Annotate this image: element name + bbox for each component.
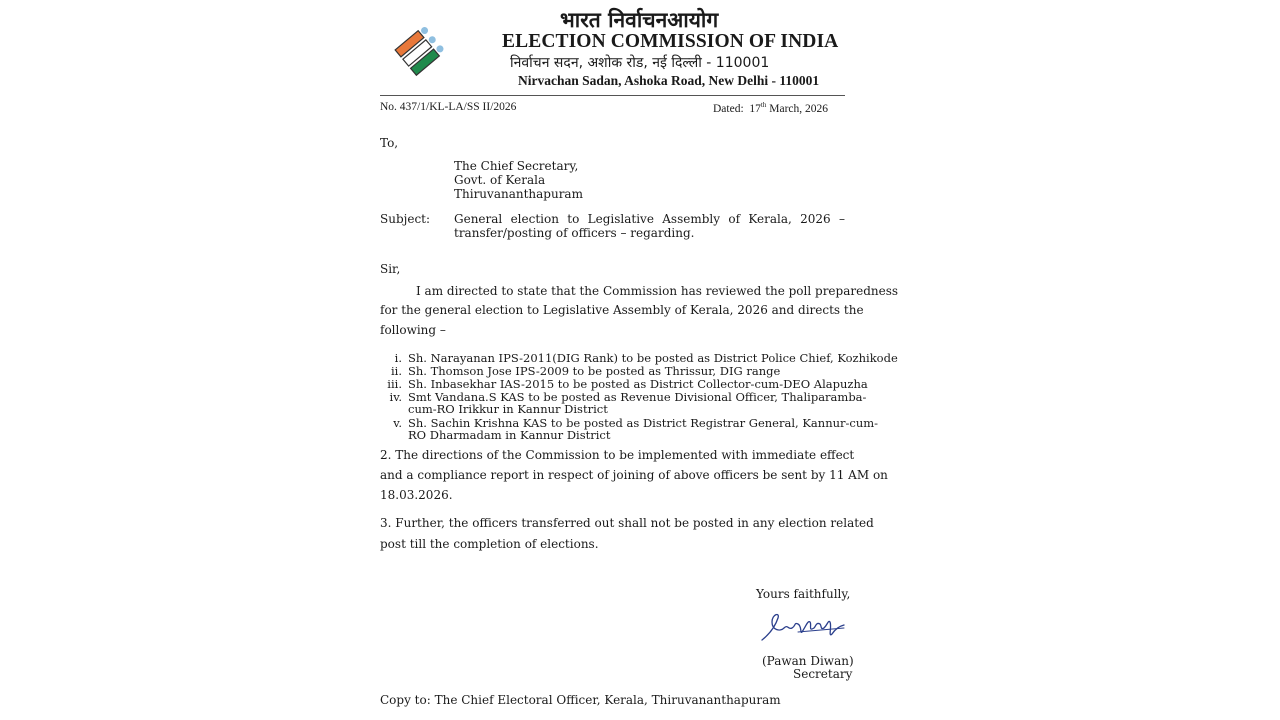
- letterhead-title-hindi: भारत निर्वाचनआयोग: [560, 8, 719, 32]
- recipient-line: Govt. of Kerala: [454, 173, 546, 187]
- list-item: Sh. Sachin Krishna KAS to be posted as District Registrar General, Kannur-cum-: [408, 416, 879, 430]
- list-number: i.: [394, 351, 402, 365]
- list-number: iv.: [389, 390, 402, 404]
- dated-day: 17: [749, 102, 761, 115]
- recipient-line: Thiruvananthapuram: [454, 187, 583, 201]
- signature-icon: [758, 608, 848, 644]
- letterhead-title-english: ELECTION COMMISSION OF INDIA: [502, 31, 839, 52]
- list-number: iii.: [387, 377, 402, 391]
- dated-label: Dated:: [713, 102, 744, 115]
- letterhead-divider: [380, 95, 845, 96]
- letterhead-address-hindi: निर्वाचन सदन, अशोक रोड, नई दिल्ली - 110001: [510, 55, 770, 71]
- list-item: Sh. Inbasekhar IAS-2015 to be posted as District Collector-cum-DEO Alapuzha: [408, 377, 868, 391]
- list-item-continued: cum-RO Irikkur in Kannur District: [408, 402, 608, 416]
- signatory-designation: Secretary: [793, 667, 853, 681]
- list-number: v.: [393, 416, 402, 430]
- list-number: ii.: [390, 364, 402, 378]
- subject-line: General election to Legislative Assembly of Kerala, 2026 –: [454, 212, 845, 226]
- paragraph-1-line: for the general election to Legislative Assembly of Kerala, 2026 and directs the: [380, 303, 864, 317]
- paragraph-1-line: I am directed to state that the Commission has reviewed the poll preparedness: [416, 284, 899, 298]
- recipient-line: The Chief Secretary,: [454, 159, 579, 173]
- paragraph-3-line: post till the completion of elections.: [380, 537, 599, 551]
- paragraph-1-line: following –: [380, 323, 446, 337]
- paragraph-2-line: 18.03.2026.: [380, 488, 453, 502]
- letterhead-address-english: Nirvachan Sadan, Ashoka Road, New Delhi - 110001: [518, 73, 820, 88]
- reference-number: No. 437/1/KL-LA/SS II/2026: [380, 101, 517, 113]
- paragraph-2-line: and a compliance report in respect of joining of above officers be sent by 11 AM on: [380, 468, 888, 482]
- letter-date: [713, 101, 828, 115]
- paragraph-2-line: 2. The directions of the Commission to be implemented with immediate effect: [380, 448, 855, 462]
- list-item: Sh. Thomson Jose IPS-2009 to be posted as Thrissur, DIG range: [408, 364, 781, 378]
- dated-suffix: th: [760, 101, 767, 109]
- paragraph-3-line: 3. Further, the officers transferred out shall not be posted in any election related: [380, 516, 874, 530]
- closing-yours-faithfully: Yours faithfully,: [756, 587, 851, 601]
- subject-line: transfer/posting of officers – regarding.: [454, 226, 695, 240]
- salutation: Sir,: [380, 262, 401, 276]
- list-item: Sh. Narayanan IPS-2011(DIG Rank) to be posted as District Police Chief, Kozhikode: [408, 351, 898, 365]
- list-item-continued: RO Dharmadam in Kannur District: [408, 428, 611, 442]
- dated-rest: March, 2026: [769, 102, 828, 115]
- copy-to: Copy to: The Chief Electoral Officer, Kerala, Thiruvananthapuram: [380, 693, 781, 707]
- eci-logo-icon: [389, 20, 451, 80]
- to-label: To,: [380, 136, 399, 150]
- signatory-name: (Pawan Diwan): [762, 654, 854, 668]
- subject-label: Subject:: [380, 212, 431, 226]
- list-item: Smt Vandana.S KAS to be posted as Revenue Divisional Officer, Thaliparamba-: [408, 390, 867, 404]
